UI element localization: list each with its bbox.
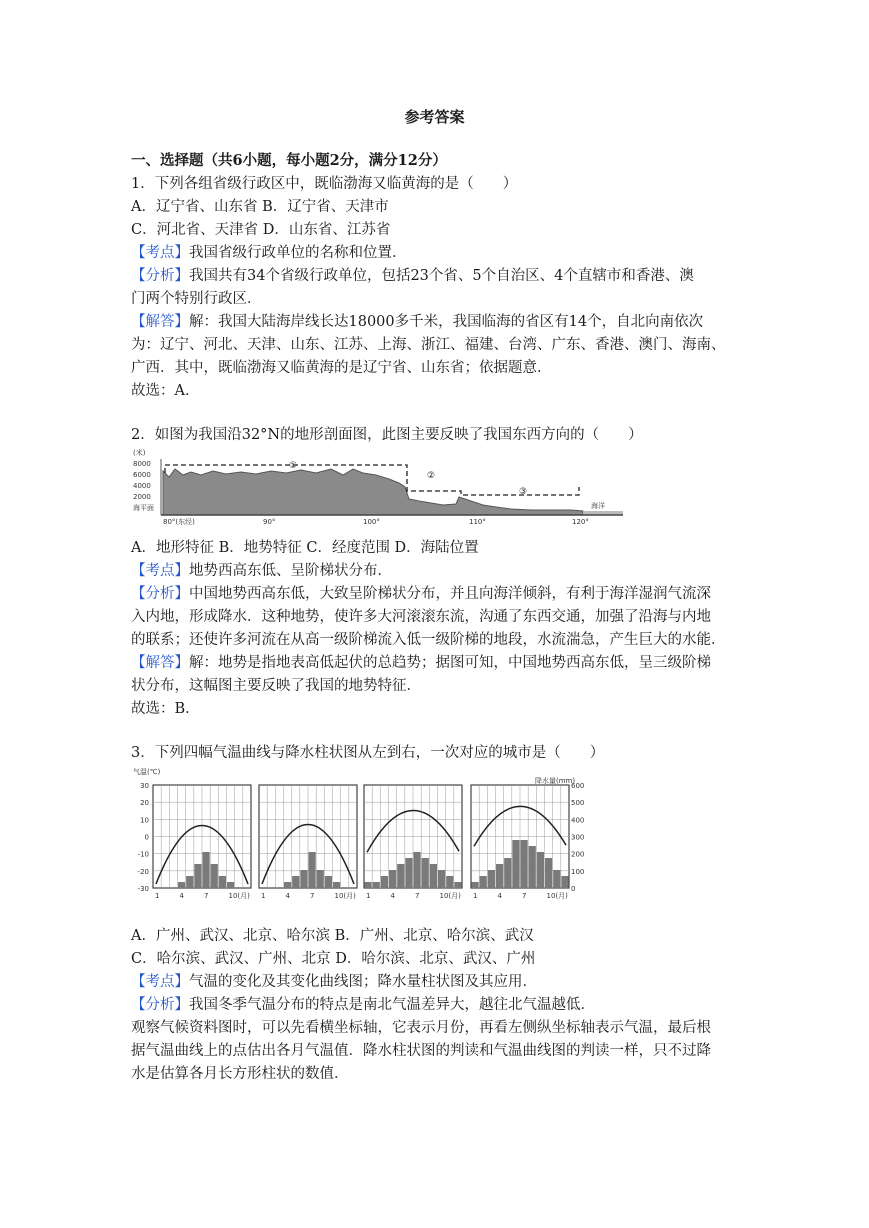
precip-tick-label: 400 bbox=[571, 816, 585, 825]
precip-bar bbox=[405, 858, 412, 888]
month-tick-label: 7 bbox=[310, 892, 315, 900]
precip-tick-label: 500 bbox=[571, 799, 585, 808]
jieda-text: 解：地势是指地表高低起伏的总趋势；据图可知，中国地势西高东低，呈三级阶梯 bbox=[189, 655, 711, 671]
q1-jieda bbox=[131, 311, 703, 333]
precip-bar bbox=[333, 882, 340, 888]
precip-bar bbox=[284, 882, 291, 888]
q1-options-cd: C．河北省、天津省 D．山东省、江苏省 bbox=[131, 222, 391, 238]
month-tick-label: 10(月) bbox=[546, 892, 568, 900]
q2-kaodian bbox=[131, 560, 392, 582]
fenxi-tag: 【分析】 bbox=[131, 586, 189, 602]
profile-x-tick: 100° bbox=[363, 518, 380, 526]
month-tick-label: 10(月) bbox=[334, 892, 356, 900]
kaodian-text: 气温的变化及其变化曲线图；降水量柱状图及其应用． bbox=[189, 974, 537, 990]
month-tick-label: 4 bbox=[285, 892, 290, 900]
precip-bar bbox=[325, 876, 332, 888]
jieda-tag: 【解答】 bbox=[131, 655, 189, 671]
jieda-text: 解：我国大陆海岸线长达18000多千米，我国临海的省区有14个，自北向南依次 bbox=[189, 314, 704, 330]
precip-bar bbox=[504, 858, 511, 888]
fenxi-text: 我国冬季气温分布的特点是南北气温差异大，越往北气温越低． bbox=[189, 997, 595, 1013]
sea-label: 海洋 bbox=[591, 502, 605, 510]
temp-tick-label: 20 bbox=[140, 799, 149, 808]
fenxi-tag: 【分析】 bbox=[131, 997, 189, 1013]
step-label: ① bbox=[289, 461, 298, 471]
precip-bar bbox=[422, 858, 429, 888]
month-tick-label: 1 bbox=[366, 892, 371, 900]
precip-bar bbox=[194, 864, 201, 888]
month-tick-label: 1 bbox=[473, 892, 478, 900]
month-tick-label: 4 bbox=[179, 892, 184, 900]
climate-panel bbox=[259, 785, 357, 900]
profile-x-tick: 80°(东经) bbox=[163, 518, 195, 526]
month-tick-label: 7 bbox=[204, 892, 209, 900]
precip-bar bbox=[227, 882, 234, 888]
q2-jieda-cont: 状分布，这幅图主要反映了我国的地势特征． bbox=[131, 678, 421, 694]
precip-tick-label: 100 bbox=[571, 867, 585, 876]
kaodian-tag: 【考点】 bbox=[131, 974, 189, 990]
precip-tick-label: 200 bbox=[571, 850, 585, 859]
profile-y-tick: 4000 bbox=[133, 482, 151, 490]
q2-fenxi bbox=[131, 583, 711, 605]
q1-jieda-cont2: 广西．其中，既临渤海又临黄海的是辽宁省、山东省；依据题意． bbox=[131, 360, 552, 376]
jieda-tag: 【解答】 bbox=[131, 314, 189, 330]
precip-bar bbox=[512, 840, 519, 888]
precip-tick-label: 600 bbox=[571, 782, 585, 790]
kaodian-tag: 【考点】 bbox=[131, 563, 189, 579]
page-title: 参考答案 bbox=[404, 108, 465, 126]
month-tick-label: 7 bbox=[522, 892, 527, 900]
q3-body3: 水是估算各月长方形柱状的数值． bbox=[131, 1066, 349, 1082]
precip-bar bbox=[480, 876, 487, 888]
precip-tick-label: 0 bbox=[571, 885, 576, 893]
q1-jieda-cont1: 为：辽宁、河北、天津、山东、江苏、上海、浙江、福建、台湾、广东、香港、澳门、海南、 bbox=[131, 337, 726, 353]
precip-bar bbox=[496, 864, 503, 888]
precip-bar bbox=[365, 882, 372, 888]
precip-bar bbox=[397, 864, 404, 888]
month-tick-label: 1 bbox=[261, 892, 266, 900]
q3-body2: 据气温曲线上的点估出各月气温值．降水柱状图的判读和气温曲线图的判读一样，只不过降 bbox=[131, 1043, 711, 1059]
precip-bar bbox=[430, 864, 437, 888]
q1-fenxi-cont: 门两个特别行政区． bbox=[131, 291, 262, 307]
month-tick-label: 4 bbox=[497, 892, 502, 900]
profile-x-tick: 120° bbox=[572, 518, 589, 526]
q2-jieda bbox=[131, 652, 711, 674]
fenxi-text: 我国共有34个省级行政单位，包括23个省、5个自治区、4个直辖市和香港、澳 bbox=[189, 268, 694, 284]
temp-axis-unit: 气温(℃) bbox=[133, 768, 161, 776]
fenxi-text: 中国地势西高东低，大致呈阶梯状分布，并且向海洋倾斜，有利于海洋湿润气流深 bbox=[189, 586, 711, 602]
precip-bar bbox=[521, 840, 528, 888]
precip-bar bbox=[472, 882, 479, 888]
climate-charts-figure bbox=[131, 765, 585, 915]
precip-bar bbox=[203, 852, 210, 888]
climate-panel bbox=[364, 785, 462, 900]
q2-fenxi-cont1: 入内地，形成降水．这种地势，使许多大河滚滚东流，沟通了东西交通，加强了沿海与内地 bbox=[131, 609, 711, 625]
q3-options-ab: A．广州、武汉、北京、哈尔滨 B．广州、北京、哈尔滨、武汉 bbox=[131, 928, 534, 944]
q2-options: A．地形特征 B．地势特征 C．经度范围 D．海陆位置 bbox=[131, 540, 479, 556]
climate-panel bbox=[153, 785, 251, 900]
q3-body1: 观察气候资料图时，可以先看横坐标轴，它表示月份，再看左侧纵坐标轴表示气温，最后根 bbox=[131, 1020, 711, 1036]
q3-options-cd: C．哈尔滨、武汉、广州、北京 D．哈尔滨、北京、武汉、广州 bbox=[131, 951, 536, 967]
precip-axis-unit: 降水量(mm) bbox=[535, 777, 576, 785]
precip-bar bbox=[309, 852, 316, 888]
precip-bar bbox=[446, 876, 453, 888]
fenxi-tag: 【分析】 bbox=[131, 268, 189, 284]
precip-bar bbox=[553, 870, 560, 888]
month-tick-label: 10(月) bbox=[228, 892, 250, 900]
precip-bar bbox=[178, 882, 185, 888]
precip-bar bbox=[537, 852, 544, 888]
precip-bar bbox=[292, 876, 299, 888]
temp-tick-label: 0 bbox=[144, 833, 149, 842]
section-heading: 一、选择题（共6小题，每小题2分，满分12分） bbox=[131, 152, 447, 169]
q3-fenxi bbox=[131, 994, 595, 1016]
temp-tick-label: 30 bbox=[140, 782, 149, 790]
profile-y-tick: 8000 bbox=[133, 460, 151, 468]
q1-options-ab: A．辽宁省、山东省 B．辽宁省、天津市 bbox=[131, 199, 389, 215]
profile-y-tick: 6000 bbox=[133, 471, 151, 479]
precip-bar bbox=[454, 882, 461, 888]
q2-answer: 故选：B． bbox=[131, 701, 200, 717]
temp-tick-label: -20 bbox=[137, 867, 149, 876]
profile-y-tick: 2000 bbox=[133, 493, 151, 501]
step-label: ② bbox=[427, 471, 436, 481]
precip-tick-label: 300 bbox=[571, 833, 585, 842]
month-tick-label: 7 bbox=[415, 892, 420, 900]
terrain-profile-figure bbox=[131, 447, 627, 527]
q1-stem: 1．下列各组省级行政区中，既临渤海又临黄海的是（ ） bbox=[131, 176, 518, 192]
q1-answer: 故选：A． bbox=[131, 383, 200, 399]
month-tick-label: 1 bbox=[155, 892, 160, 900]
climate-panel bbox=[471, 785, 569, 900]
profile-y-unit: (米) bbox=[133, 449, 146, 457]
precip-bar bbox=[211, 864, 218, 888]
q2-stem: 2．如图为我国沿32°N的地形剖面图，此图主要反映了我国东西方向的（ ） bbox=[131, 427, 643, 443]
precip-bar bbox=[389, 870, 396, 888]
precip-bar bbox=[317, 870, 324, 888]
precip-bar bbox=[561, 876, 568, 888]
precip-bar bbox=[381, 876, 388, 888]
precip-bar bbox=[373, 882, 380, 888]
precip-bar bbox=[529, 846, 536, 888]
profile-x-tick: 90° bbox=[263, 518, 276, 526]
step-label: ③ bbox=[519, 487, 528, 497]
kaodian-text: 地势西高东低、呈阶梯状分布． bbox=[189, 563, 392, 579]
temp-tick-label: -10 bbox=[137, 850, 149, 859]
precip-bar bbox=[186, 876, 193, 888]
temp-tick-label: -30 bbox=[137, 885, 149, 893]
q1-fenxi bbox=[131, 265, 694, 287]
q1-kaodian bbox=[131, 242, 407, 264]
month-tick-label: 10(月) bbox=[439, 892, 461, 900]
precip-bar bbox=[414, 852, 421, 888]
q3-kaodian bbox=[131, 971, 537, 993]
kaodian-text: 我国省级行政单位的名称和位置． bbox=[189, 245, 407, 261]
precip-bar bbox=[219, 876, 226, 888]
q3-stem: 3．下列四幅气温曲线与降水柱状图从左到右，一次对应的城市是（ ） bbox=[131, 745, 605, 761]
temp-tick-label: 10 bbox=[140, 816, 149, 825]
precip-bar bbox=[488, 870, 495, 888]
profile-x-tick: 110° bbox=[469, 518, 486, 526]
precip-bar bbox=[545, 858, 552, 888]
q2-fenxi-cont2: 的联系；还使许多河流在从高一级阶梯流入低一级阶梯的地段，水流湍急，产生巨大的水能． bbox=[131, 632, 726, 648]
precip-bar bbox=[300, 870, 307, 888]
profile-y-tick: 海平面 bbox=[133, 504, 154, 512]
precip-bar bbox=[438, 870, 445, 888]
kaodian-tag: 【考点】 bbox=[131, 245, 189, 261]
month-tick-label: 4 bbox=[390, 892, 395, 900]
